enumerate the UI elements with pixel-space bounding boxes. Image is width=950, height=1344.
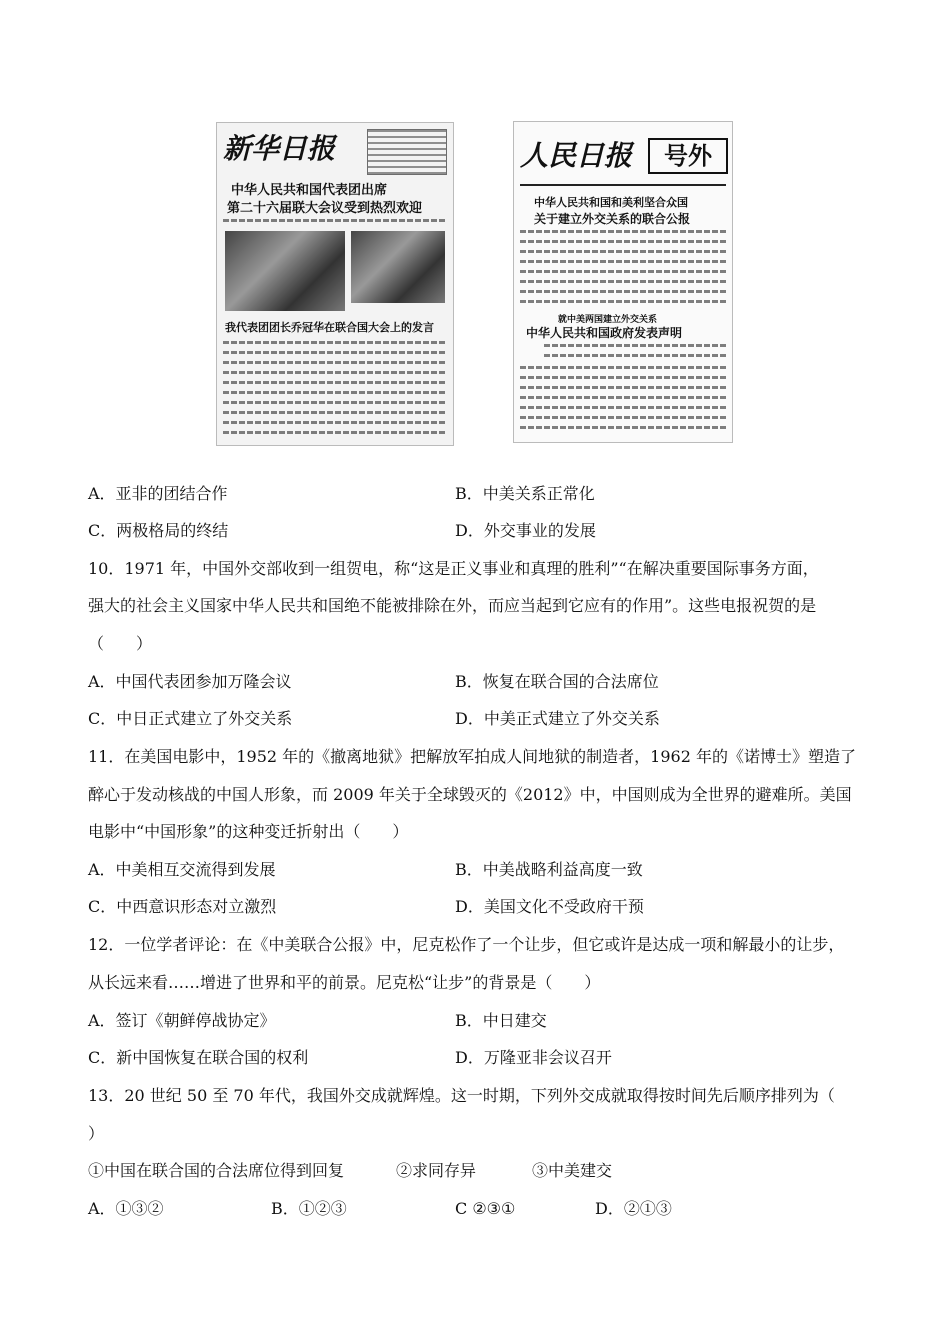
q13-item-2: ②求同存异 (396, 1161, 477, 1180)
xinhua-daily-image (216, 122, 454, 446)
q13-option-d: D．②①③ (595, 1199, 672, 1218)
q12-option-c: C．新中国恢复在联合国的权利 (88, 1048, 309, 1067)
q13-option-c: C ②③① (455, 1199, 516, 1218)
q11-option-c: C．中西意识形态对立激烈 (88, 897, 277, 916)
q11-option-d: D．美国文化不受政府干预 (455, 897, 644, 916)
q10-option-d: D．中美正式建立了外交关系 (455, 709, 660, 728)
q10-stem-line-3: （ ） (88, 634, 153, 653)
q11-stem-line-3: 电影中“中国形象”的这种变迁折射出（ ） (88, 822, 409, 841)
xinhua-headline-1: 中华人民共和国代表团出席 (231, 183, 388, 198)
q9-option-b: B．中美关系正常化 (455, 484, 595, 503)
q11-stem-line-2: 醉心于发动核战的中国人形象，而 2009 年关于全球毁灭的《2012》中，中国则成为全世界的避难所。美国 (88, 785, 852, 804)
renmin-headline-2: 关于建立外交关系的联合公报 (534, 212, 691, 226)
masthead-box (367, 129, 447, 175)
xinhua-caption: 我代表团团长乔冠华在联合国大会上的发言 (225, 321, 434, 334)
xinhua-headline-2: 第二十六届联大会议受到热烈欢迎 (227, 201, 423, 216)
xinhua-photo-right (351, 231, 445, 303)
renmin-extra-label: 号外 (648, 138, 728, 174)
xinhua-photo-left (225, 231, 345, 311)
q10-stem-line-1: 10．1971 年，中国外交部收到一组贺电，称“这是正义事业和真理的胜利”“在解决重要国际事务方面， (88, 559, 819, 578)
q9-option-a: A．亚非的团结合作 (88, 484, 228, 503)
q11-stem-line-1: 11．在美国电影中，1952 年的《撤离地狱》把解放军拍成人间地狱的制造者，1962 年的《诺博士》塑造了 (88, 747, 856, 766)
renmin-daily-image (513, 121, 733, 443)
renmin-sub-1: 就中美两国建立外交关系 (558, 315, 658, 325)
q13-stem-line-1: 13．20 世纪 50 至 70 年代，我国外交成就辉煌。这一时期，下列外交成就取得按时间先后顺序排列为（ (88, 1086, 835, 1105)
q13-option-b: B．①②③ (271, 1199, 347, 1218)
q12-option-a: A．签订《朝鲜停战协定》 (88, 1011, 276, 1030)
renmin-sub-2: 中华人民共和国政府发表声明 (526, 326, 683, 340)
renmin-headline-1: 中华人民共和国和美利坚合众国 (534, 196, 688, 209)
q9-option-c: C．两极格局的终结 (88, 521, 229, 540)
q10-option-c: C．中日正式建立了外交关系 (88, 709, 293, 728)
q12-option-b: B．中日建交 (455, 1011, 547, 1030)
q11-option-a: A．中美相互交流得到发展 (88, 860, 276, 879)
q10-option-a: A．中国代表团参加万隆会议 (88, 672, 292, 691)
renmin-masthead: 人民日报 (520, 139, 633, 172)
q10-stem-line-2: 强大的社会主义国家中华人民共和国绝不能被排除在外，而应当起到它应有的作用”。这些电报祝贺的是 (88, 596, 817, 615)
q12-stem-line-2: 从长远来看……增进了世界和平的前景。尼克松“让步”的背景是（ ） (88, 973, 601, 992)
q9-option-d: D．外交事业的发展 (455, 521, 596, 540)
q10-option-b: B．恢复在联合国的合法席位 (455, 672, 659, 691)
q13-option-a: A．①③② (88, 1199, 164, 1218)
q11-option-b: B．中美战略利益高度一致 (455, 860, 643, 879)
q13-item-3: ③中美建交 (532, 1161, 613, 1180)
q13-item-1: ①中国在联合国的合法席位得到回复 (88, 1161, 345, 1180)
q12-option-d: D．万隆亚非会议召开 (455, 1048, 612, 1067)
q12-stem-line-1: 12．一位学者评论：在《中美联合公报》中，尼克松作了一个让步，但它或许是达成一项和解最小的让步， (88, 935, 845, 954)
xinhua-masthead: 新华日报 (223, 132, 336, 165)
q13-stem-line-2: ） (88, 1124, 105, 1143)
